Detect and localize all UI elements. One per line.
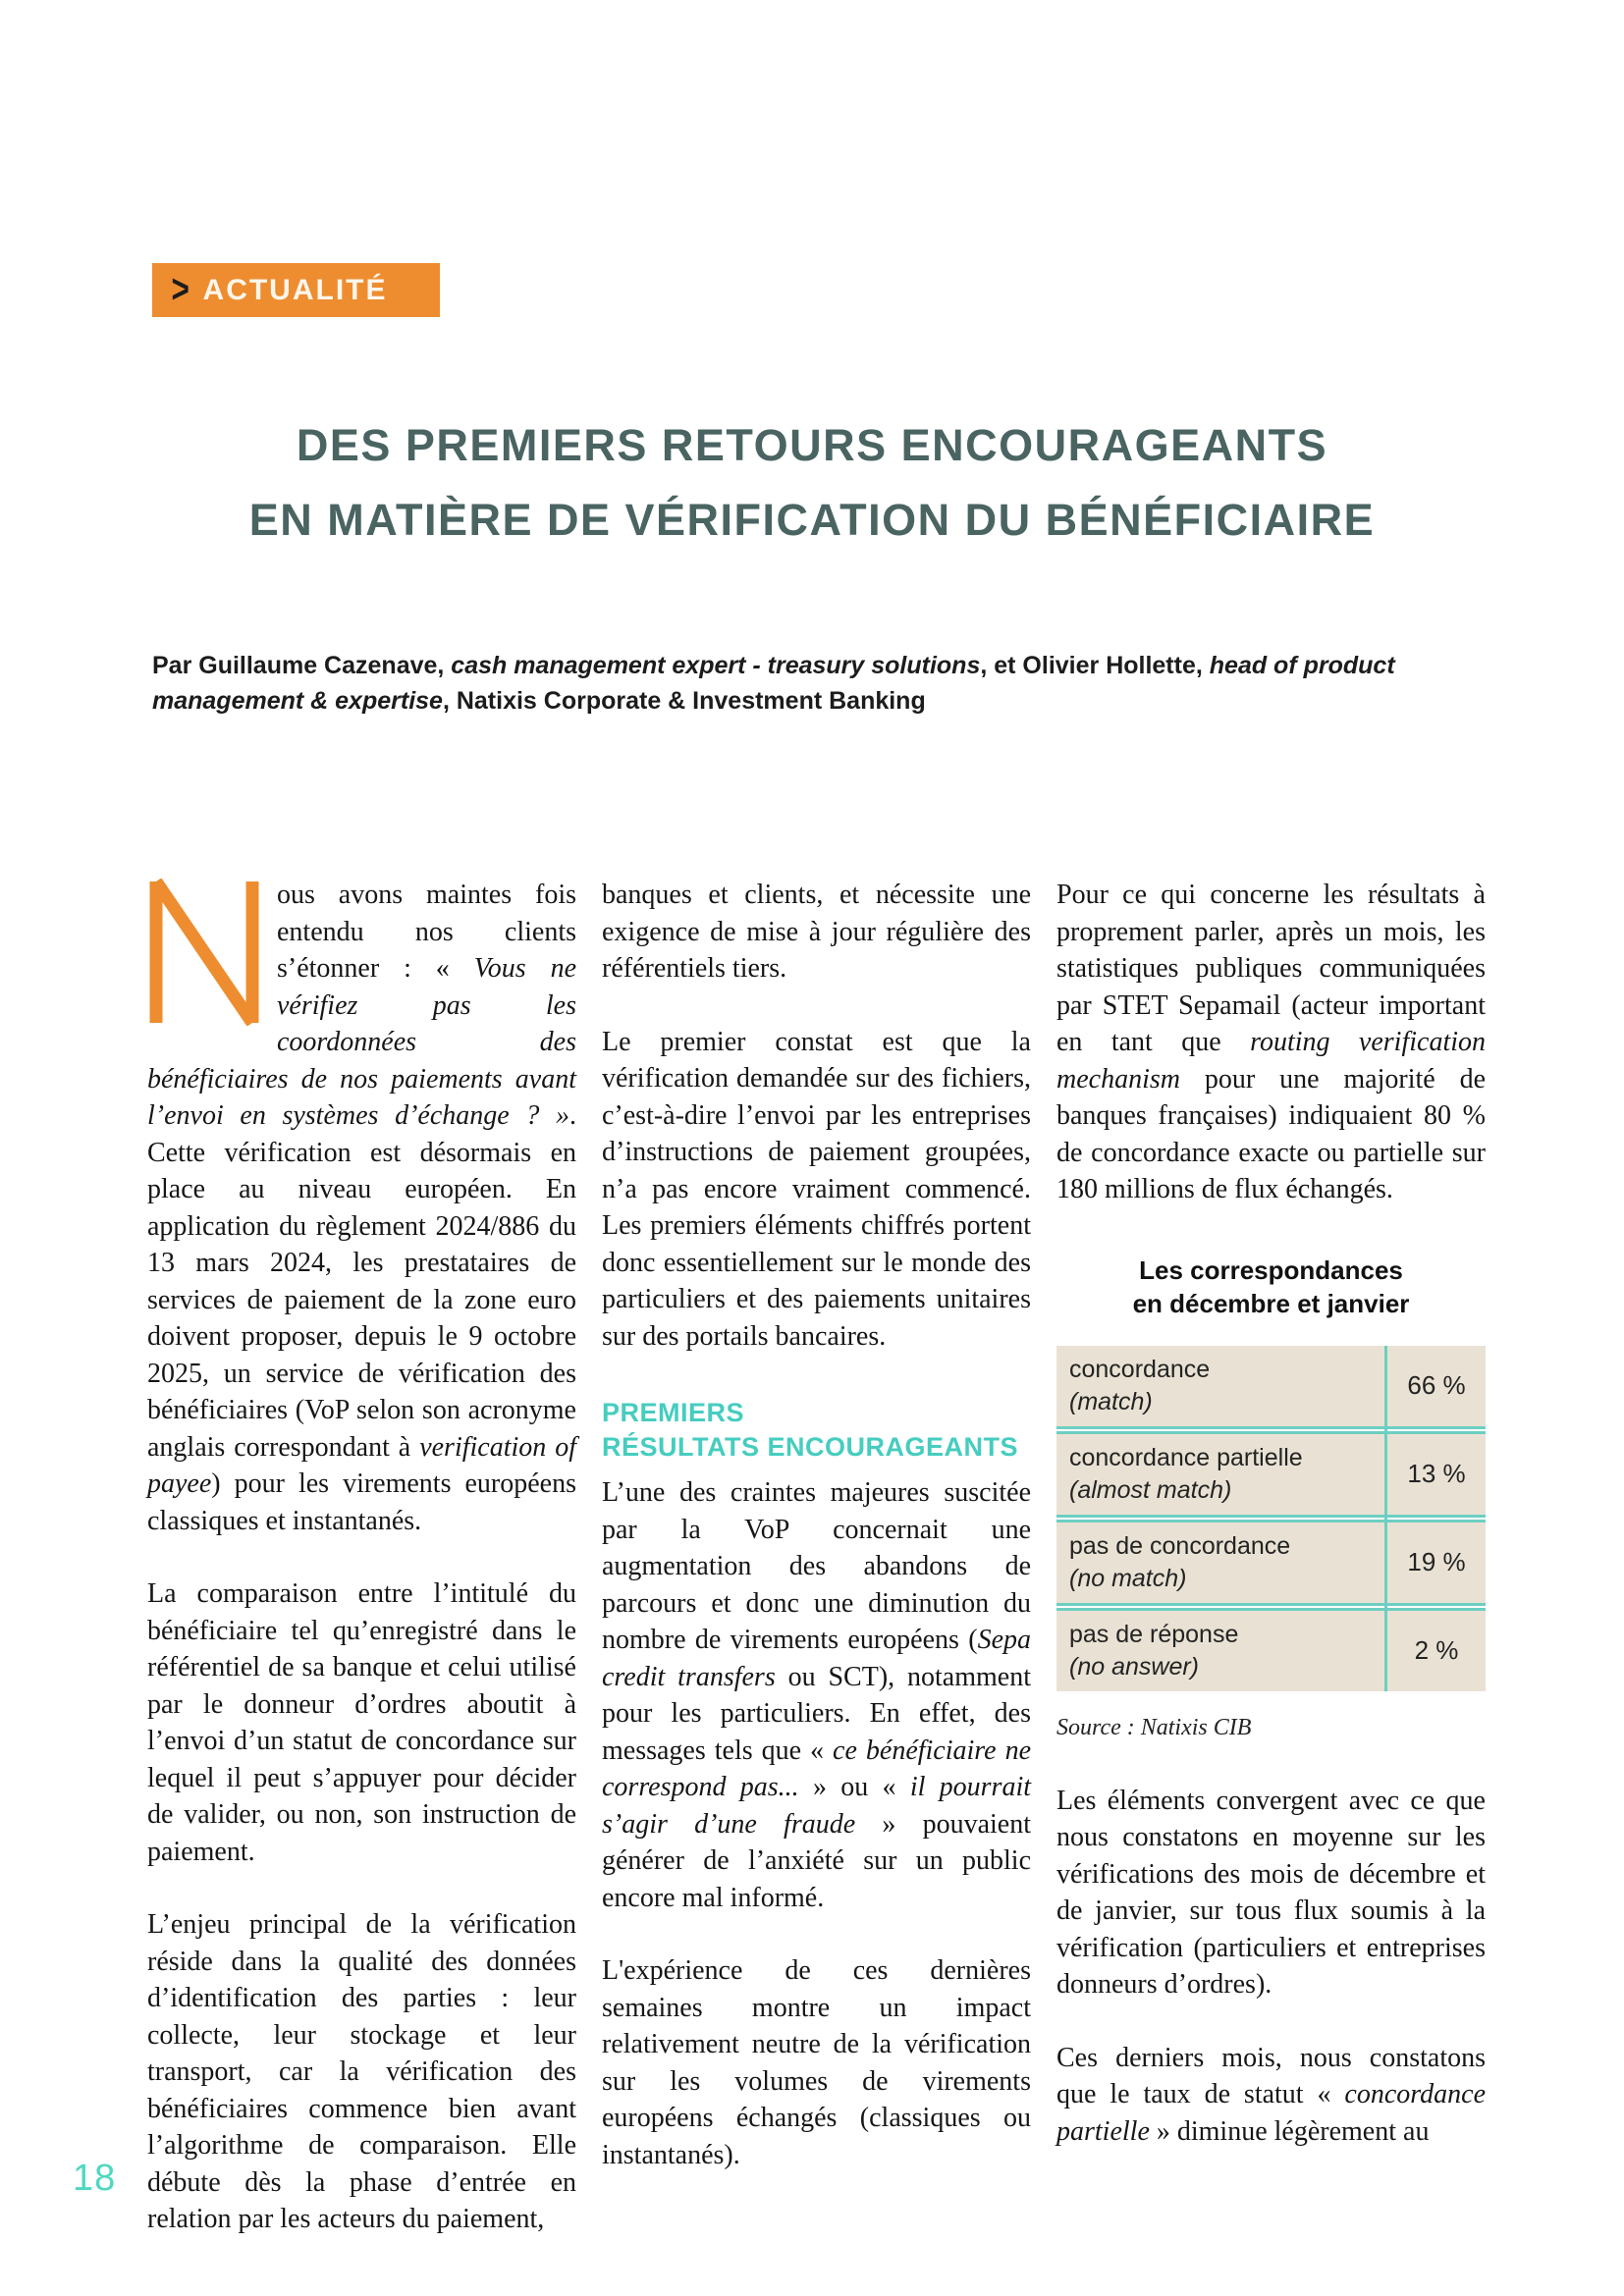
table-title xyxy=(1056,1254,1486,1320)
table-row-separator xyxy=(1056,1515,1486,1522)
table-row-label xyxy=(1056,1522,1387,1603)
section-heading-line1: PREMIERS xyxy=(602,1398,745,1427)
column-3 xyxy=(1056,877,1486,2274)
table-row-separator xyxy=(1056,1603,1486,1611)
table-row xyxy=(1056,1522,1486,1603)
drop-cap-text xyxy=(277,877,278,878)
table-row xyxy=(1056,1611,1486,1691)
paragraph: Ces derniers mois, nous constatons que le taux de statut « concordance partielle » diminue légèrement au xyxy=(1056,2042,1486,2147)
table-row-value: 2 % xyxy=(1414,1635,1459,1665)
paragraph: L'expérience de ces dernières semaines montre un impact relativement neutre de la vérification sur les volumes de virements européens échangés (classiques ou instantanés). xyxy=(602,1955,1031,2170)
table-row-label xyxy=(1056,1611,1387,1691)
column-2 xyxy=(602,877,1031,2274)
byline: Par Guillaume Cazenave, cash management expert - treasury solutions, et Olivier Hollette, head of product management & expertise, Natixis Corporate & Investment Banking xyxy=(152,652,1395,715)
correspondence-table xyxy=(1056,1346,1486,1691)
paragraph: La comparaison entre l’intitulé du bénéficiaire tel qu’enregistré dans le référentiel de sa banque et celui utilisé par le donneur d’ordres aboutit à l’envoi d’un statut de concordance sur lequel il peut s’appuyer pour décider de valider, ou non, son instruction de paiement. xyxy=(147,1578,576,1867)
article-title-line2: EN MATIÈRE DE VÉRIFICATION DU BÉNÉFICIAIRE xyxy=(248,495,1376,545)
label-en: (no match) xyxy=(1069,1564,1187,1592)
paragraph xyxy=(147,877,576,1539)
table-source: Source : Natixis CIB xyxy=(1056,1714,1252,1740)
label-en: (match) xyxy=(1069,1387,1153,1415)
table-row-label xyxy=(1056,1434,1387,1515)
paragraph: Les éléments convergent avec ce que nous constatons en moyenne sur les vérifications des mois de décembre et de janvier, sur tous flux soumis à la vérification (particuliers et entreprises donneurs d’ordres). xyxy=(1056,1785,1486,2000)
table-row xyxy=(1056,1346,1486,1426)
table-row-label xyxy=(1056,1346,1387,1426)
table-row-value: 13 % xyxy=(1407,1459,1466,1488)
section-badge xyxy=(152,263,440,317)
article-columns xyxy=(147,877,1487,2274)
table-row-value: 19 % xyxy=(1407,1547,1466,1576)
article-title xyxy=(98,408,1526,558)
table-row-separator xyxy=(1056,1426,1486,1434)
label-en: (almost match) xyxy=(1069,1475,1232,1504)
paragraph: L’enjeu principal de la vérification réside dans la qualité des données d’identification des parties : leur collecte, leur stockage et leur transport, car la vérification des bénéficiaires commence bien avant l’algorithme de comparaison. Elle débute dès la phase d’entrée en relation par les acteurs du paiement, xyxy=(147,1909,576,2234)
drop-cap-letter xyxy=(147,879,261,1026)
paragraph: banques et clients, et nécessite une exigence de mise à jour régulière des référentiels tiers. xyxy=(602,880,1031,984)
article-title-line1: DES PREMIERS RETOURS ENCOURAGEANTS xyxy=(296,420,1328,470)
table-row xyxy=(1056,1434,1486,1515)
paragraph-text: ous avons maintes fois entendu nos clients s’étonner : « Vous ne vérifiez pas les coordonnées des bénéficiaires de nos paiements avant l’envoi en systèmes d’échange ? ». Cette vérification est désormais en place au niveau européen. En application du règlement 2024/886 du 13 mars 2024, les prestataires de services de paiement de la zone euro doivent proposer, depuis le 9 octobre 2025, un service de vérification des bénéficiaires (VoP selon son acronyme anglais correspondant à verification of payee) pour les virements européens classiques et instantanés. xyxy=(147,880,576,1536)
section-badge-label: ACTUALITÉ xyxy=(202,273,388,306)
paragraph: Pour ce qui concerne les résultats à proprement parler, après un mois, les statistiques publiques communiquées par STET Sepamail (acteur important en tant que routing verification mechanism pour une majorité de banques françaises) indiquaient 80 % de concordance exacte ou partielle sur 180 millions de flux échangés. xyxy=(1056,880,1486,1204)
chevron-right-icon: > xyxy=(171,267,189,312)
page-number: 18 xyxy=(73,2158,117,2199)
stats-table-block xyxy=(1056,1254,1486,1741)
table-vertical-divider xyxy=(1384,1346,1387,1691)
paragraph: Le premier constat est que la vérification demandée sur des fichiers, c’est-à-dire l’envoi par les entreprises d’instructions de paiement groupées, n’a pas encore vraiment commencé. Les premiers éléments chiffrés portent donc essentiellement sur le monde des particuliers et des paiements unitaires sur des portails bancaires. xyxy=(602,1026,1031,1352)
label-fr: concordance partielle xyxy=(1069,1443,1303,1471)
table-title-line1: Les correspondances xyxy=(1139,1255,1403,1285)
label-fr: pas de concordance xyxy=(1069,1531,1291,1560)
label-fr: concordance xyxy=(1069,1355,1211,1383)
label-en: (no answer) xyxy=(1069,1652,1199,1681)
table-title-line2: en décembre et janvier xyxy=(1132,1288,1410,1318)
column-1 xyxy=(147,877,576,2274)
label-fr: pas de réponse xyxy=(1069,1620,1239,1648)
paragraph: L’une des craintes majeures suscitée par la VoP concernait une augmentation des abandons de parcours et donc une diminution du nombre de virements européens (Sepa credit transfers ou SCT), notamment pour les particuliers. En effet, des messages tels que « ce bénéficiaire ne correspond pas... » ou « il pourrait s’agir d’une fraude » pouvaient générer de l’anxiété sur un public encore mal informé. xyxy=(602,1477,1032,1913)
table-row-value: 66 % xyxy=(1407,1370,1466,1400)
section-heading-line2: RÉSULTATS ENCOURAGEANTS xyxy=(602,1432,1019,1462)
section-heading xyxy=(602,1396,1031,1465)
